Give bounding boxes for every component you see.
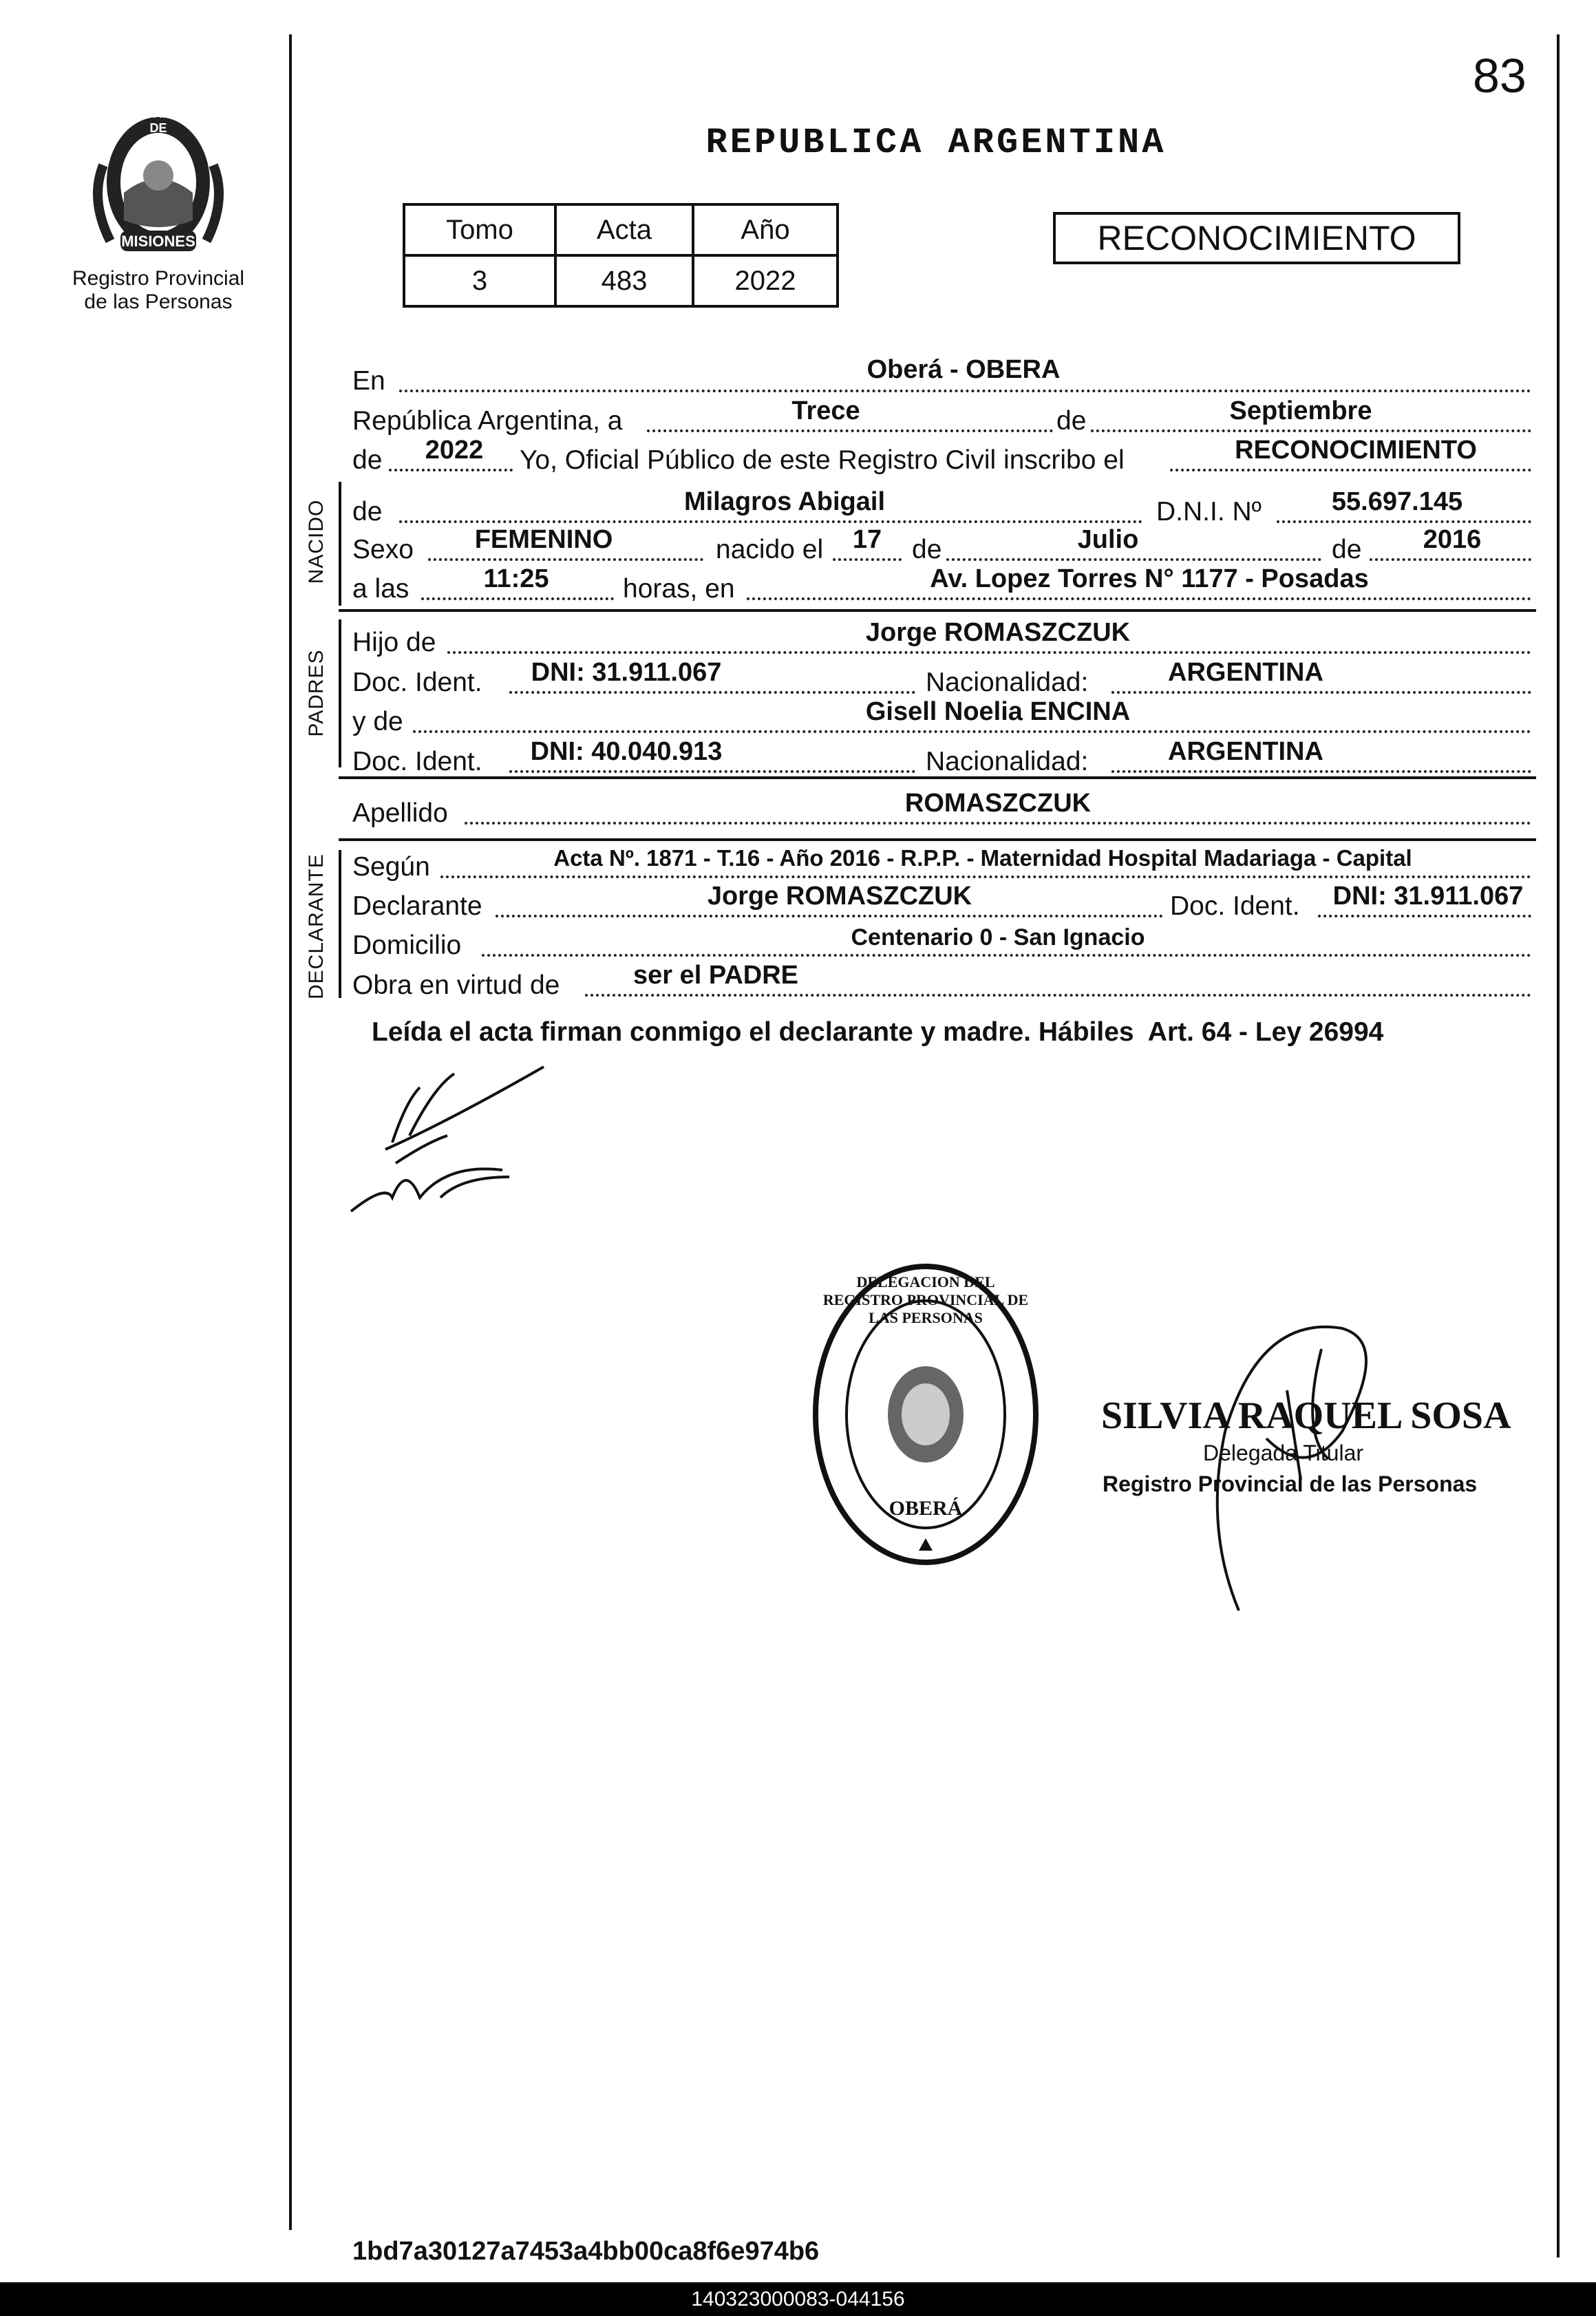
a-las-label: a las [352, 574, 409, 604]
father-doc-value: DNI: 31.911.067 [531, 658, 722, 687]
de-label-1: de [1056, 406, 1087, 436]
father-nat-value: ARGENTINA [1168, 658, 1323, 687]
document-hash: 1bd7a30127a7453a4bb00ca8f6e974b6 [352, 2237, 820, 2266]
yo-text: Yo, Oficial Público de este Registro Civil inscribo el [520, 445, 1125, 475]
registry-caption-1: Registro Provincial [72, 267, 245, 290]
act-table-header-acta: Acta [555, 204, 693, 255]
declarante-doc-dots [1318, 912, 1531, 917]
divider-1 [339, 609, 1536, 612]
birth-place-dots [747, 595, 1531, 600]
birth-de-label-1: de [912, 535, 942, 564]
declarante-name-label: Declarante [352, 891, 482, 921]
divider-3 [339, 838, 1536, 841]
place-value: Oberá - OBERA [866, 355, 1061, 384]
hijo-de-label: Hijo de [352, 628, 436, 657]
nacido-el-label: nacido el [716, 535, 824, 564]
obra-dots [585, 991, 1531, 997]
mother-dots [413, 727, 1531, 733]
father-doc-dots [509, 688, 915, 694]
segun-dots [440, 873, 1531, 878]
y-de-label: y de [352, 707, 403, 736]
act-type: RECONOCIMIENTO [1097, 219, 1416, 257]
nacido-de-label: de [352, 497, 383, 527]
act-kind-value: RECONOCIMIENTO [1235, 436, 1477, 465]
name-value: Milagros Abigail [683, 487, 886, 516]
birth-year-value: 2016 [1423, 525, 1482, 554]
declarante-doc-value: DNI: 31.911.067 [1332, 882, 1524, 911]
act-table-ano: 2022 [693, 255, 838, 306]
declarante-dots [496, 912, 1163, 917]
horas-label: horas, en [623, 574, 735, 604]
birth-month-dots [946, 555, 1321, 561]
mother-nat-dots [1111, 767, 1531, 773]
father-nat-label: Nacionalidad: [926, 668, 1089, 697]
dni-value: 55.697.145 [1331, 487, 1463, 516]
declarante-value: Jorge ROMASZCZUK [707, 882, 972, 911]
sexo-dots [428, 555, 703, 561]
time-dots [421, 595, 614, 600]
declarante-doc-label: Doc. Ident. [1170, 891, 1300, 921]
father-nat-dots [1111, 688, 1531, 694]
act-table-acta: 483 [555, 255, 693, 306]
mother-nat-value: ARGENTINA [1168, 737, 1323, 766]
padres-label: PADRES [305, 649, 328, 737]
footer-bar [0, 2282, 1596, 2316]
declarante-bar [339, 850, 341, 998]
stamp-text: DELEGACION DEL REGISTRO PROVINCIAL DE LAS PERSONAS [822, 1273, 1029, 1326]
official-name: SILVIA RAQUEL SOSA [1101, 1394, 1511, 1437]
month-value: Septiembre [1229, 396, 1372, 425]
mother-doc-value: DNI: 40.040.913 [530, 737, 723, 766]
act-kind-dots [1170, 466, 1531, 471]
year-dots [389, 466, 513, 471]
act-table-header-tomo: Tomo [404, 204, 555, 255]
birth-day-dots [833, 555, 902, 561]
logo-top-text: PROVINCIA DE [124, 107, 193, 135]
father-value: Jorge ROMASZCZUK [865, 618, 1131, 647]
de-label-2: de [352, 445, 383, 475]
time-value: 11:25 [483, 564, 549, 593]
apellido-label: Apellido [352, 798, 448, 828]
sexo-label: Sexo [352, 535, 414, 564]
header-title: REPUBLICA ARGENTINA [705, 123, 1167, 163]
father-dots [447, 648, 1531, 654]
nacido-bar [339, 482, 341, 606]
closing-text: Leída el acta firman conmigo el declarante y madre. Hábiles Art. 64 - Ley 26994 [372, 1017, 1384, 1047]
official-stamp [809, 1260, 1043, 1569]
nacido-label: NACIDO [305, 499, 328, 584]
obra-label: Obra en virtud de [352, 970, 560, 1000]
page-number: 83 [1473, 49, 1526, 103]
act-type-box [1053, 212, 1460, 264]
mother-value: Gisell Noelia ENCINA [865, 697, 1131, 726]
registry-logo [83, 103, 234, 262]
day-dots [647, 427, 1053, 432]
logo-bottom-text: MISIONES [121, 233, 195, 250]
birth-place-value: Av. Lopez Torres N° 1177 - Posadas [930, 564, 1369, 593]
right-margin-line [1557, 34, 1560, 2257]
mother-nat-label: Nacionalidad: [926, 747, 1089, 776]
official-signature [1184, 1253, 1411, 1624]
month-dots [1091, 427, 1531, 432]
apellido-dots [465, 819, 1531, 825]
birth-day-value: 17 [852, 525, 882, 554]
act-table-header-ano: Año [693, 204, 838, 255]
mother-doc-dots [509, 767, 915, 773]
declarant-signature [344, 1060, 564, 1232]
segun-label: Según [352, 852, 430, 882]
declarante-label: DECLARANTE [305, 853, 328, 999]
domicilio-value: Centenario 0 - San Ignacio [851, 924, 1145, 950]
act-table [403, 203, 839, 308]
year-value: 2022 [425, 436, 484, 465]
divider-2 [339, 776, 1536, 779]
act-table-tomo: 3 [404, 255, 555, 306]
apellido-value: ROMASZCZUK [904, 789, 1092, 818]
dni-label: D.N.I. Nº [1156, 497, 1262, 527]
domicilio-label: Domicilio [352, 931, 462, 960]
dni-dots [1277, 518, 1531, 523]
en-label: En [352, 366, 385, 396]
birth-month-value: Julio [1077, 525, 1139, 554]
official-office: Registro Provincial de las Personas [1103, 1472, 1478, 1496]
father-doc-label: Doc. Ident. [352, 668, 482, 697]
day-value: Trece [791, 396, 860, 425]
segun-value: Acta Nº. 1871 - T.16 - Año 2016 - R.P.P. - Maternidad Hospital Madariaga - Capital [553, 845, 1412, 871]
left-margin-line [289, 34, 292, 2230]
obra-value: ser el PADRE [632, 961, 799, 990]
official-role: Delegada Titular [1203, 1441, 1364, 1465]
stamp-city: OBERÁ [889, 1497, 963, 1520]
sexo-value: FEMENINO [474, 525, 613, 554]
place-dots [399, 387, 1531, 392]
footer-code: 140323000083-044156 [691, 2288, 905, 2310]
registry-caption-2: de las Personas [84, 290, 233, 313]
name-dots [399, 518, 1142, 523]
birth-year-dots [1370, 555, 1531, 561]
padres-bar [339, 619, 341, 767]
republica-label: República Argentina, a [352, 406, 623, 436]
birth-de-label-2: de [1332, 535, 1362, 564]
mother-doc-label: Doc. Ident. [352, 747, 482, 776]
